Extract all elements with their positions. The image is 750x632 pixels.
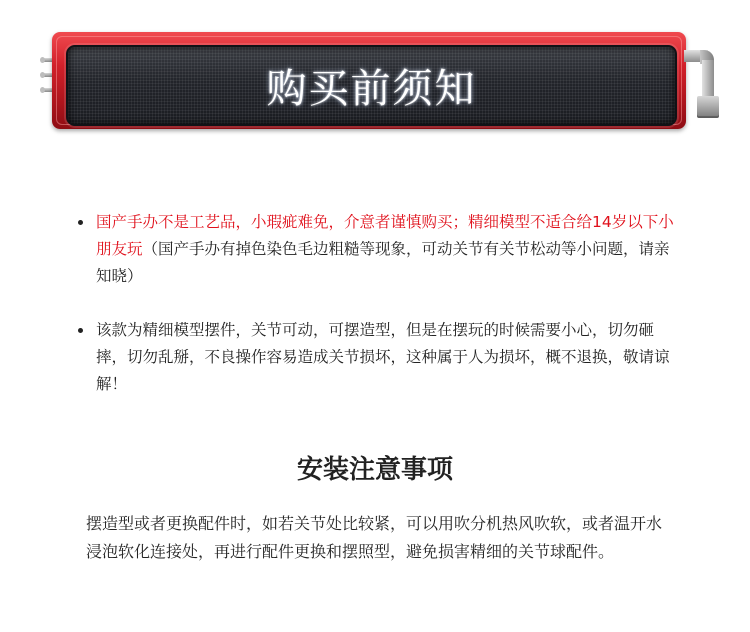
- bullet-icon: [78, 220, 83, 225]
- pipe-cap-icon: [697, 96, 719, 118]
- page-title: 购买前须知: [266, 66, 477, 112]
- header-banner: [0, 0, 750, 150]
- notice-text: 该款为精细模型摆件，关节可动，可摆造型，但是在摆玩的时候需要小心，切勿砸摔，切勿乱掰，不良操作容易造成关节损坏，这种属于人为损坏，概不退换，敬请谅解！: [96, 321, 670, 393]
- notice-highlight: 国产手办不是工艺品，小瑕疵难免，介意者谨慎购买；精细模型不适合给14岁以下小朋友玩: [96, 213, 674, 258]
- notice-item: [76, 209, 676, 290]
- notice-item: [76, 317, 676, 398]
- pipe-icon: [702, 60, 714, 98]
- notice-text: （国产手办有掉色染色毛边粗糙等现象，可动关节有关节松动等小问题，请亲知晓）: [96, 240, 670, 285]
- notice-list: [76, 209, 676, 398]
- bullet-icon: [78, 328, 83, 333]
- install-heading: 安装注意事项: [296, 455, 453, 485]
- install-body: 摆造型或者更换配件时，如若关节处比较紧，可以用吹分机热风吹软，或者温开水浸泡软化连接处，再进行配件更换和摆照型，避免损害精细的关节球配件。: [86, 514, 663, 561]
